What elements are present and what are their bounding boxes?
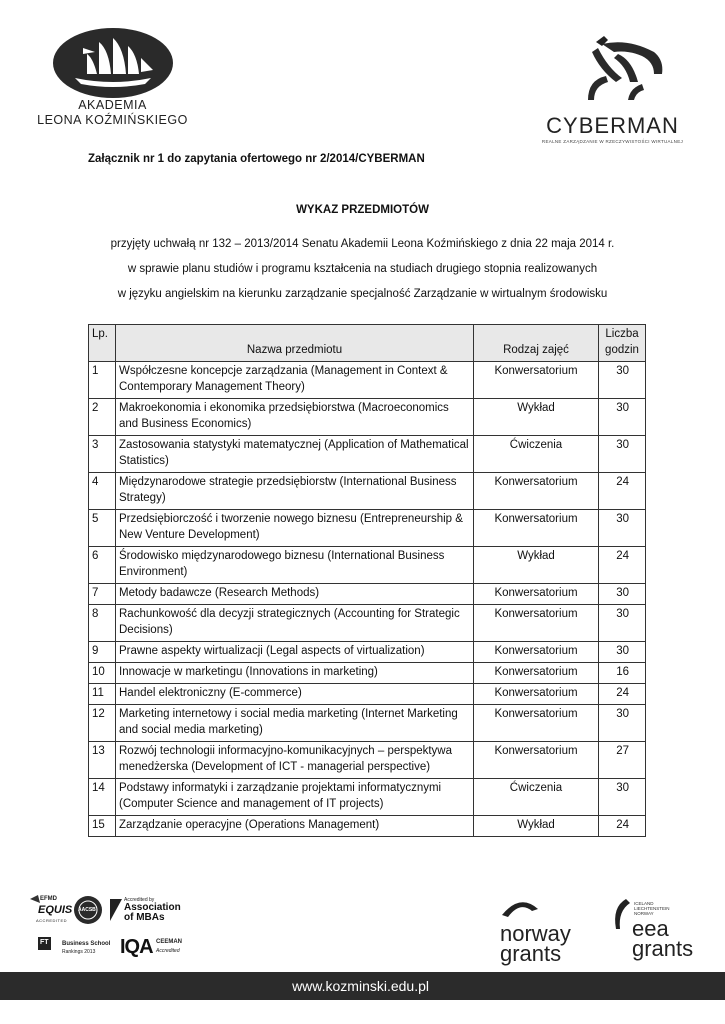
cell-lp: 15	[89, 816, 116, 837]
norway-grants-line2: grants	[500, 941, 562, 966]
ship-emblem-icon	[53, 28, 173, 98]
document-title: WYKAZ PRZEDMIOTÓW	[296, 204, 429, 216]
table-row	[89, 362, 646, 399]
cell-type: Konwersatorium	[474, 584, 599, 605]
eea-country-norway: NORWAY	[634, 911, 654, 916]
cell-hours: 24	[599, 547, 646, 584]
header-type: Rodzaj zajęć	[474, 325, 599, 362]
cell-type: Konwersatorium	[474, 742, 599, 779]
eea-grants-line1: eea	[632, 916, 669, 941]
cell-lp: 4	[89, 473, 116, 510]
cell-name: Marketing internetowy i social media marketing (Internet Marketing and social media marketing)	[116, 705, 474, 742]
table-row	[89, 473, 646, 510]
cell-hours: 30	[599, 605, 646, 642]
table-row	[89, 436, 646, 473]
cell-hours: 30	[599, 705, 646, 742]
cell-hours: 30	[599, 779, 646, 816]
cyberman-emblem-icon	[558, 34, 668, 104]
cyberman-logo	[530, 34, 695, 144]
bs-rankings-line1: Business School	[62, 941, 111, 947]
header-hours-line2: godzin	[605, 344, 639, 356]
cell-name: Podstawy informatyki i zarządzanie projektami informatycznymi (Computer Science and management of IT projects)	[116, 779, 474, 816]
cell-name: Zastosowania statystyki matematycznej (Application of Mathematical Statistics)	[116, 436, 474, 473]
cell-name: Handel elektroniczny (E-commerce)	[116, 684, 474, 705]
intro-line-2: w sprawie planu studiów i programu kształcenia na studiach drugiego stopnia realizowanych	[127, 263, 598, 275]
cell-hours: 30	[599, 642, 646, 663]
table-row	[89, 510, 646, 547]
cell-hours: 24	[599, 473, 646, 510]
table-row	[89, 642, 646, 663]
norway-grants-line1: norway	[500, 921, 571, 946]
intro-line-1: przyjęty uchwałą nr 132 – 2013/2014 Senatu Akademii Leona Koźmińskiego z dnia 22 maja 2014 r.	[110, 238, 615, 250]
cell-lp: 8	[89, 605, 116, 642]
cell-name: Zarządzanie operacyjne (Operations Management)	[116, 816, 474, 837]
norway-grants-swoosh-icon	[500, 897, 540, 919]
table-row	[89, 742, 646, 779]
cell-type: Ćwiczenia	[474, 779, 599, 816]
ft-label: FT	[40, 939, 49, 946]
cell-name: Współczesne koncepcje zarządzania (Management in Context & Contemporary Management Theory)	[116, 362, 474, 399]
cell-name: Rozwój technologii informacyjno-komunikacyjnych – perspektywa menedżerska (Development of ICT - managerial perspective)	[116, 742, 474, 779]
table-header-row	[89, 325, 646, 362]
logo-text-line2: LEONA KOŹMIŃSKIEGO	[37, 113, 188, 127]
header-hours-line1: Liczba	[605, 328, 639, 340]
header-name: Nazwa przedmiotu	[116, 325, 474, 362]
header-hours	[599, 325, 646, 362]
cell-type: Wykład	[474, 399, 599, 436]
ceeman-label: CEEMAN	[156, 939, 183, 945]
cell-lp: 3	[89, 436, 116, 473]
cell-name: Przedsiębiorczość i tworzenie nowego biznesu (Entrepreneurship & New Venture Development)	[116, 510, 474, 547]
cell-name: Międzynarodowe strategie przedsiębiorstw (International Business Strategy)	[116, 473, 474, 510]
eea-grants-line2: grants	[632, 936, 694, 961]
cell-lp: 6	[89, 547, 116, 584]
eea-countries	[634, 901, 670, 916]
logo-text-line1: AKADEMIA	[78, 98, 147, 112]
annex-heading: Załącznik nr 1 do zapytania ofertowego nr 2/2014/CYBERMAN	[88, 153, 425, 165]
cell-lp: 7	[89, 584, 116, 605]
amba-line2: of MBAs	[124, 912, 165, 923]
amba-pre-label: Accredited by	[124, 897, 155, 903]
ceeman-sub-label: Accredited	[156, 948, 180, 954]
cyberman-tagline: REALNE ZARZĄDZANIE W RZECZYWISTOŚCI WIRTUALNEJ	[541, 139, 684, 144]
cell-hours: 24	[599, 816, 646, 837]
cell-lp: 2	[89, 399, 116, 436]
equis-label: EQUIS	[38, 904, 73, 916]
cell-name: Środowisko międzynarodowego biznesu (International Business Environment)	[116, 547, 474, 584]
cell-hours: 27	[599, 742, 646, 779]
cell-type: Konwersatorium	[474, 510, 599, 547]
table-row	[89, 816, 646, 837]
cell-type: Konwersatorium	[474, 362, 599, 399]
cell-lp: 9	[89, 642, 116, 663]
cell-lp: 1	[89, 362, 116, 399]
equis-sub-label: ACCREDITED	[36, 918, 68, 923]
header-lp: Lp.	[89, 325, 116, 362]
kozminski-logo	[30, 28, 195, 146]
cell-lp: 12	[89, 705, 116, 742]
eea-country-liechtenstein: LIECHTENSTEIN	[634, 906, 670, 911]
table-row	[89, 779, 646, 816]
cell-name: Makroekonomia i ekonomika przedsiębiorstwa (Macroeconomics and Business Economics)	[116, 399, 474, 436]
cell-name: Innowacje w marketingu (Innovations in marketing)	[116, 663, 474, 684]
cell-type: Ćwiczenia	[474, 436, 599, 473]
cell-lp: 10	[89, 663, 116, 684]
accreditation-logos	[26, 893, 196, 963]
cell-type: Wykład	[474, 816, 599, 837]
efmd-label: EFMD	[40, 896, 57, 902]
table-row	[89, 605, 646, 642]
cell-name: Rachunkowość dla decyzji strategicznych (Accounting for Strategic Decisions)	[116, 605, 474, 642]
aacsb-label: AACSB	[78, 907, 96, 913]
cell-lp: 14	[89, 779, 116, 816]
iqa-label: IQA	[120, 936, 153, 958]
cell-hours: 30	[599, 399, 646, 436]
cell-type: Konwersatorium	[474, 705, 599, 742]
table-row	[89, 584, 646, 605]
footer-url-link[interactable]: www.kozminski.edu.pl	[0, 972, 725, 1000]
eea-grants-leaf-icon	[610, 897, 632, 931]
cell-hours: 30	[599, 436, 646, 473]
cell-type: Konwersatorium	[474, 473, 599, 510]
subjects-table	[88, 324, 646, 837]
cyberman-wordmark: CYBERMAN	[546, 113, 679, 138]
cell-type: Konwersatorium	[474, 663, 599, 684]
cell-type: Konwersatorium	[474, 684, 599, 705]
cell-hours: 30	[599, 362, 646, 399]
cell-name: Metody badawcze (Research Methods)	[116, 584, 474, 605]
norway-grants-logo	[500, 897, 571, 964]
bs-rankings-line2: Rankings 2013	[62, 949, 96, 955]
cell-hours: 16	[599, 663, 646, 684]
table-row	[89, 684, 646, 705]
cell-hours: 30	[599, 510, 646, 547]
cell-type: Konwersatorium	[474, 642, 599, 663]
table-row	[89, 547, 646, 584]
amba-line1: Association	[124, 902, 181, 913]
cell-lp: 5	[89, 510, 116, 547]
cell-name: Prawne aspekty wirtualizacji (Legal aspects of virtualization)	[116, 642, 474, 663]
table-row	[89, 663, 646, 684]
intro-line-3: w języku angielskim na kierunku zarządzanie specjalność Zarządzanie w wirtualnym środowisku	[117, 288, 608, 300]
cell-type: Wykład	[474, 547, 599, 584]
table-row	[89, 705, 646, 742]
cell-lp: 11	[89, 684, 116, 705]
eea-country-iceland: ICELAND	[634, 901, 654, 906]
cell-lp: 13	[89, 742, 116, 779]
cell-hours: 30	[599, 584, 646, 605]
table-row	[89, 399, 646, 436]
cell-type: Konwersatorium	[474, 605, 599, 642]
cell-hours: 24	[599, 684, 646, 705]
